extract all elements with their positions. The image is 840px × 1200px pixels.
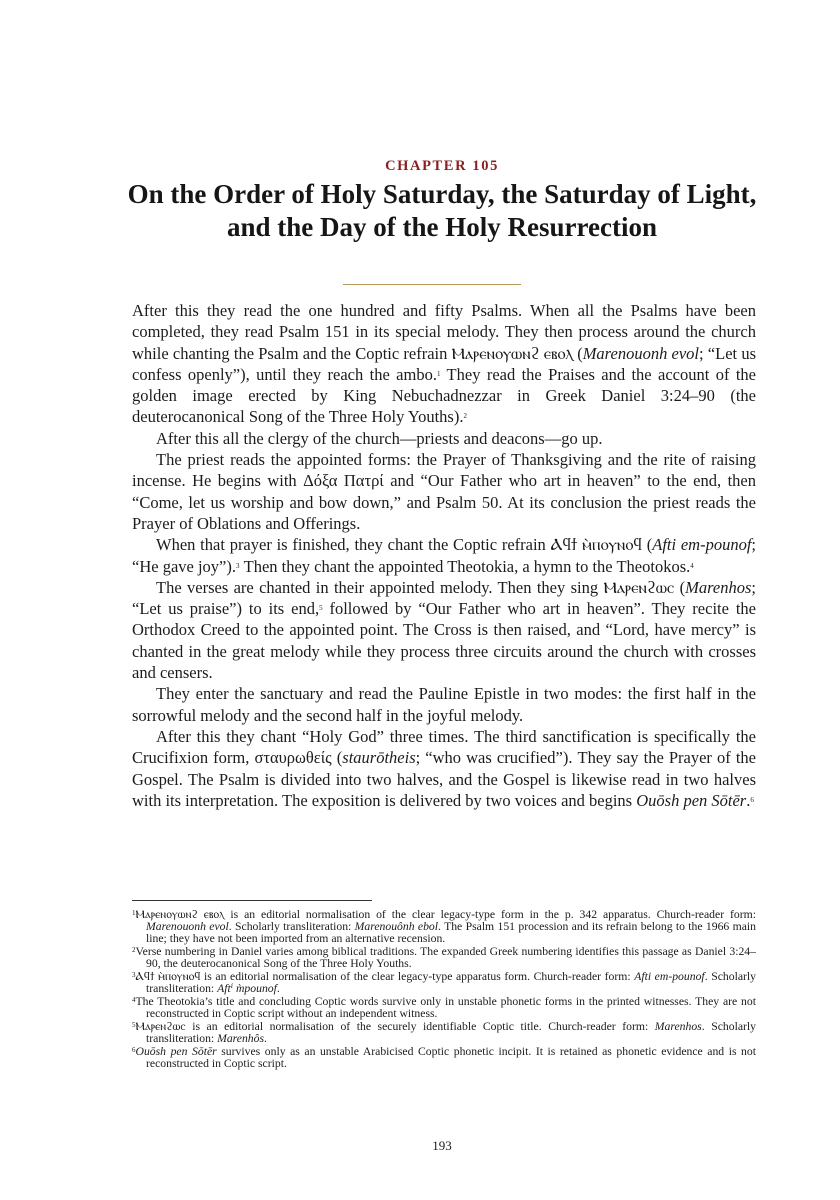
coptic-term: Ⲙⲁⲣⲉⲛⲟⲩⲱⲛϩ ⲉⲃⲟⲗ — [135, 908, 225, 921]
transliteration: Marenhos — [685, 577, 752, 597]
footnote-number: 6 — [132, 1046, 136, 1055]
footnote-number: 4 — [132, 996, 136, 1005]
footnotes — [132, 909, 756, 1071]
footnote-ref-2[interactable]: 2 — [463, 412, 467, 421]
footnote-ref-1[interactable]: 1 — [436, 369, 441, 378]
transliteration: Marenouonh evol — [582, 343, 700, 363]
footnote-ref-5[interactable]: 5 — [319, 604, 323, 613]
page-number: 193 — [432, 1138, 452, 1153]
coptic-term: Ⲁϥϯ ⲙ̀ⲡⲟⲩⲛⲟϥ — [135, 969, 201, 983]
coptic-term: Ⲙⲁⲣⲉⲛⲟⲩⲱⲛϩ ⲉⲃⲟⲗ — [451, 343, 573, 363]
incipit: Ouōsh pen Sōtēr — [636, 790, 747, 810]
footnote-1: $^1$Ⲙⲁⲣⲉⲛⲟⲩⲱⲛϩ ⲉⲃⲟⲗ is an editorial normalisation of the clear legacy-type form in the p. 342 apparatus. Church-reader form: Marenouonh evol. Scholarly transliteration: Marenouônh ebol. The Psalm 151 procession and its refrain belong to the 1966 main line; they have not been imported from an alternative recension. — [132, 908, 756, 945]
footnote-6: $^6$Ouōsh pen Sōtēr survives only as an unstable Arabicised Coptic phonetic incipit. It is retained as phonetic evidence and is not reconstructed in Coptic script. — [132, 1045, 756, 1071]
paragraph-5: The verses are chanted in their appointed melody. Then they sing Ⲙⲁⲣⲉⲛϩⲱⲥ (Marenhos; “Let us praise”) to its end,$^5$ followed by “Our Father who art in heaven”. They recite the Orthodox Creed to the appointed point. The Cross is then raised, and “Lord, have mercy” is chanted in the great melody while they process three circuits around the church with crosses and censers. — [132, 577, 756, 683]
paragraph-4: When that prayer is finished, they chant the Coptic refrain Ⲁϥϯ ⲙ̀ⲡⲟⲩⲛⲟϥ (Afti em-pounof; “He gave joy”).$^3$ Then they chant the appointed Theotokia, a hymn to the Theotokos.$^4$ — [132, 535, 757, 576]
footnote-5: $^5$Ⲙⲁⲣⲉⲛϩⲱⲥ is an editorial normalisation of the securely identifiable Coptic title. Church-reader form: Marenhos. Scholarly transliteration: Marenhôs. — [132, 1020, 757, 1045]
footnote-number: 1 — [132, 909, 136, 917]
transliteration: Afti em-pounof — [652, 535, 752, 555]
coptic-term: Ⲙⲁⲣⲉⲛϩⲱⲥ — [603, 577, 675, 597]
footnote-3: $^3$Ⲁϥϯ ⲙ̀ⲡⲟⲩⲛⲟϥ is an editorial normalisation of the clear legacy-type apparatus form. Church-reader form: Afti em-pounof. Scholarly transliteration: Aftⁱ m̀pounof. — [132, 969, 756, 995]
chapter-label: CHAPTER 105 — [385, 158, 499, 174]
title-divider — [343, 284, 521, 285]
paragraph-6: They enter the sanctuary and read the Pauline Epistle in two modes: the first half in the sorrowful melody and the second half in the joyful melody. — [132, 684, 756, 725]
coptic-term: Ⲙⲁⲣⲉⲛϩⲱⲥ — [135, 1020, 186, 1034]
body-text — [132, 300, 756, 811]
footnote-2: $^2$Verse numbering in Daniel varies among biblical traditions. The expanded Greek numbering identifies this passage as Daniel 3:24–90, the deuterocanonical Song of the Three Holy Youths. — [132, 944, 756, 970]
footnote-number: 5 — [132, 1021, 136, 1030]
transliteration: staurōtheis — [342, 748, 416, 768]
paragraph-3: The priest reads the appointed forms: the Prayer of Thanksgiving and the rite of raising incense. He begins with Δόξα Πατρί and “Our Father who art in heaven” to the end, then “Come, let us worship and bow down,” and Psalm 50. At its conclusion the priest reads the Prayer of Oblations and Offerings. — [132, 450, 756, 533]
footnote-number: 2 — [132, 945, 136, 954]
footnote-ref-3[interactable]: 3 — [236, 561, 240, 570]
footnote-4: $^4$The Theotokia’s title and concluding Coptic words survive only in unstable phonetic forms in the printed witnesses. They are not reconstructed in Coptic script without an independent witness. — [132, 995, 756, 1020]
coptic-term: Ⲁϥϯ ⲙ̀ⲡⲟⲩⲛⲟϥ — [550, 535, 642, 555]
footnote-ref-4[interactable]: 4 — [690, 561, 694, 570]
footnote-ref-6[interactable]: 6 — [750, 795, 754, 804]
footnote-number: 3 — [132, 970, 136, 979]
paragraph-1: After this they read the one hundred and fifty Psalms. When all the Psalms have been completed, they read Psalm 151 in its special melody. They then process around the church while chanting the Psalm and the Coptic refrain Ⲙⲁⲣⲉⲛⲟⲩⲱⲛϩ ⲉⲃⲟⲗ (Marenouonh evol; “Let us confess openly”), until they reach the ambo.$^1$ They read the Praises and the account of the golden image erected by King Nebuchadnezzar in Greek Daniel 3:24–90 (the deuterocanonical Song of the Three Holy Youths).$^2$ — [132, 301, 756, 427]
footnote-divider — [132, 900, 372, 901]
chapter-title: On the Order of Holy Saturday, the Saturday of Light, and the Day of the Holy Resurrection — [127, 179, 757, 242]
paragraph-2: After this all the clergy of the church—priests and deacons—go up. — [156, 428, 603, 448]
paragraph-7: After this they chant “Holy God” three times. The third sanctification is specifically the Crucifixion form, σταυρωθείς (staurōtheis; “who was crucified”). They say the Prayer of the Gospel. The Psalm is divided into two halves, and the Gospel is likewise read in two halves with its interpretation. The exposition is delivered by two voices and begins Ouōsh pen Sōtēr.$^6$ — [132, 726, 756, 810]
